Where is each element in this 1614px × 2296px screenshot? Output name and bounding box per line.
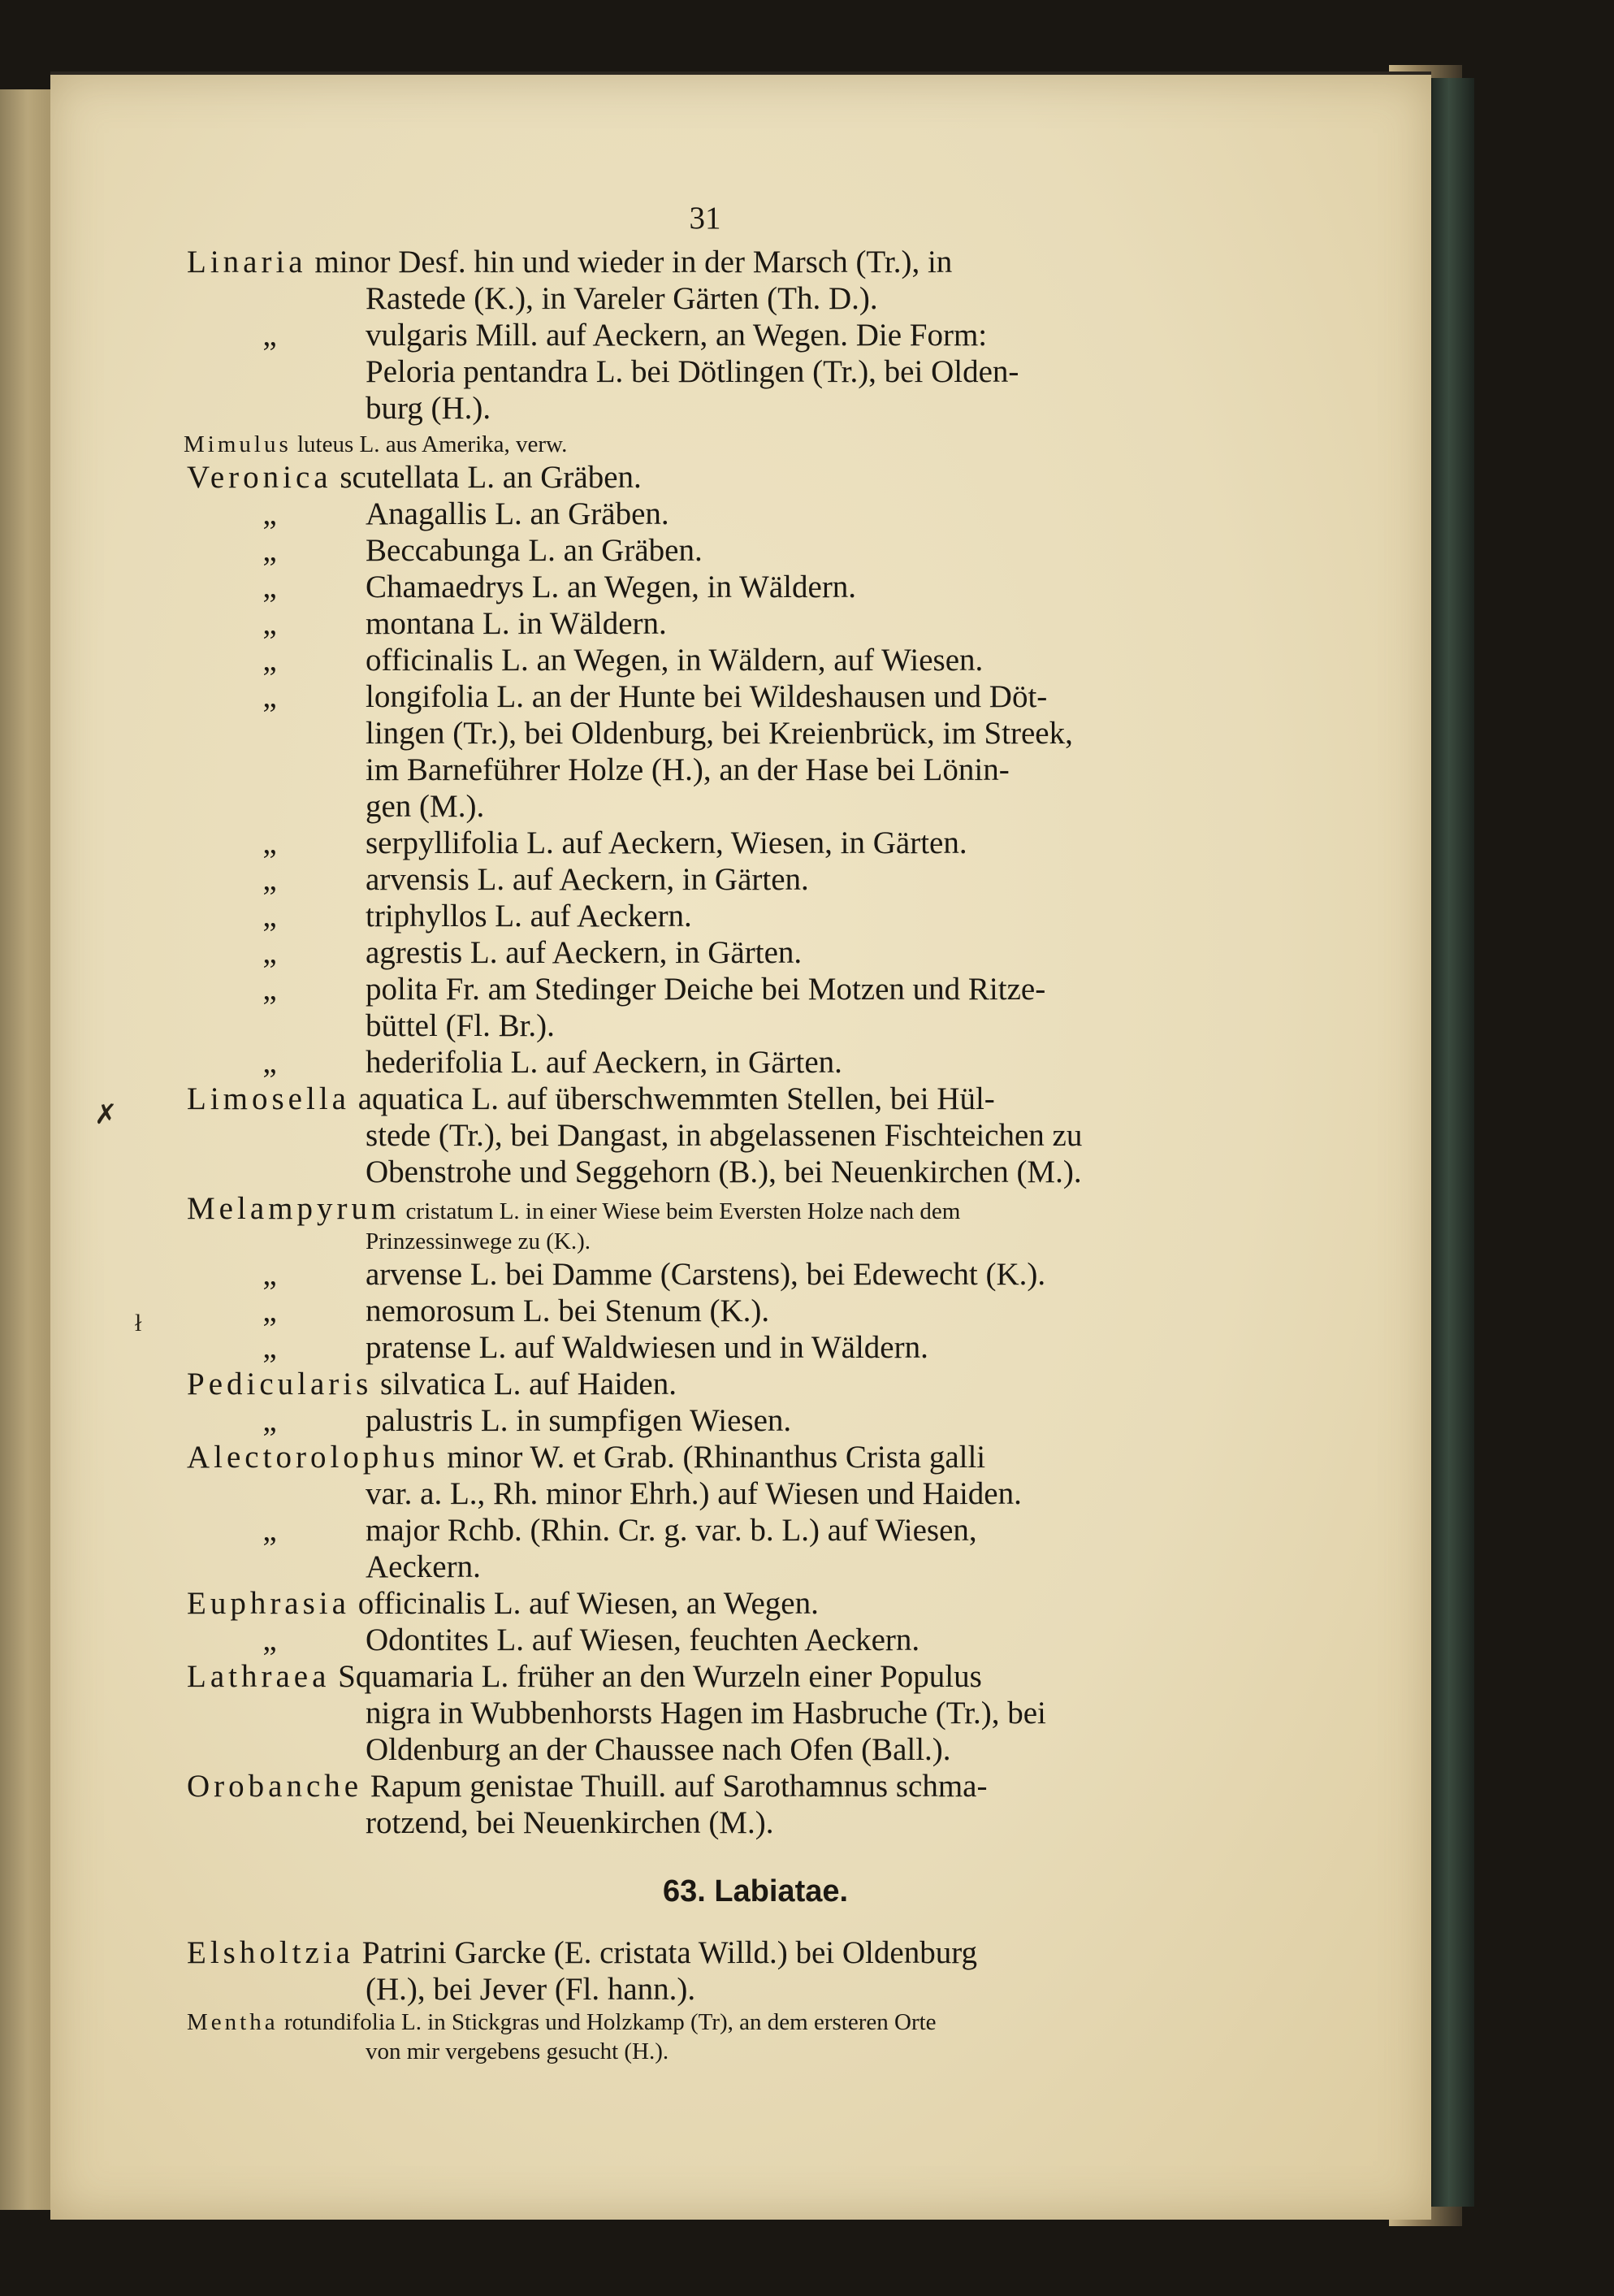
- entry-text: scutellata L. an Gräben.: [331, 460, 642, 495]
- entry-text: palustris L. in sumpfigen Wiesen.: [366, 1403, 792, 1438]
- entry-continuation: büttel (Fl. Br.).: [366, 1008, 555, 1043]
- ditto-mark: „: [262, 496, 277, 531]
- entry-text: Patrini Garcke (E. cristata Willd.) bei Oldenburg: [353, 1935, 977, 1970]
- species-line: [187, 825, 1235, 861]
- page-text: [184, 244, 1235, 2066]
- entry-continuation: Oldenburg an der Chaussee nach Ofen (Ball.).: [366, 1732, 951, 1767]
- ditto-mark: „: [262, 318, 277, 353]
- species-line: [187, 898, 1235, 934]
- entry-text: Squamaria L. früher an den Wurzeln einer Populus: [330, 1659, 982, 1694]
- ditto-mark: „: [262, 1330, 277, 1365]
- species-line: [187, 1256, 1235, 1293]
- entry-text: pratense L. auf Waldwiesen und in Wäldern.: [366, 1330, 928, 1365]
- entry-text: longifolia L. an der Hunte bei Wildeshausen und Döt-: [366, 679, 1048, 714]
- species-line: [187, 1512, 1235, 1549]
- entry-melampyrum: [187, 1190, 1235, 1227]
- entry-continuation: (H.), bei Jever (Fl. hann.).: [366, 1972, 696, 2007]
- pencil-mark-tick: ł: [135, 1310, 142, 1336]
- genus-name: Linaria: [187, 245, 307, 279]
- entry-continuation: gen (M.).: [366, 789, 485, 824]
- entry-text: arvense L. bei Damme (Carstens), bei Edewecht (K.).: [366, 1257, 1046, 1292]
- previous-page-edge: [0, 89, 52, 2210]
- ditto-mark: „: [262, 1622, 277, 1657]
- entry-mentha: [187, 2008, 1235, 2037]
- entry-continuation: var. a. L., Rh. minor Ehrh.) auf Wiesen und Haiden.: [366, 1476, 1022, 1511]
- euphrasia-species-list: [187, 1622, 1235, 1658]
- entry-text: silvatica L. auf Haiden.: [372, 1367, 677, 1401]
- entry-text: triphyllos L. auf Aeckern.: [366, 899, 692, 934]
- species-line: [187, 1622, 1235, 1658]
- ditto-mark: „: [262, 1293, 277, 1328]
- entry-lathraea: [187, 1658, 1235, 1695]
- entry-text: aquatica L. auf überschwemmten Stellen, bei Hül-: [349, 1081, 995, 1116]
- species-line: [187, 569, 1235, 605]
- entry-continuation: nigra in Wubbenhorsts Hagen im Hasbruche (Tr.), bei: [366, 1696, 1046, 1731]
- entry-text: cristatum L. in einer Wiese beim Eversten Holze nach dem: [400, 1198, 961, 1224]
- ditto-mark: „: [262, 972, 277, 1007]
- species-line: [187, 1044, 1235, 1081]
- entry-continuation: Obenstrohe und Seggehorn (B.), bei Neuenkirchen (M.).: [366, 1154, 1082, 1189]
- entry-text: minor Desf. hin und wieder in der Marsch (Tr.), in: [306, 245, 953, 279]
- ditto-mark: „: [262, 533, 277, 568]
- page-number: 31: [689, 201, 721, 236]
- genus-name: Limosella: [187, 1081, 350, 1116]
- genus-name: Mentha: [187, 2009, 279, 2035]
- ditto-mark: „: [262, 1513, 277, 1548]
- melampyrum-species-list: [187, 1256, 1235, 1366]
- ditto-mark: „: [262, 825, 277, 860]
- section-heading: 63. Labiatae.: [662, 1874, 849, 1908]
- entry-text: hederifolia L. auf Aeckern, in Gärten.: [366, 1045, 842, 1080]
- genus-name: Veronica: [187, 460, 332, 495]
- entry-text: officinalis L. an Wegen, in Wäldern, auf Wiesen.: [366, 643, 984, 678]
- entry-text: rotundifolia L. in Stickgras und Holzkamp (Tr), an dem ersteren Orte: [278, 2009, 937, 2035]
- entry-text: Odontites L. auf Wiesen, feuchten Aeckern.: [366, 1622, 920, 1657]
- entry-text: nemorosum L. bei Stenum (K.).: [366, 1293, 770, 1328]
- ditto-mark: „: [262, 1045, 277, 1080]
- entry-text: arvensis L. auf Aeckern, in Gärten.: [366, 862, 809, 897]
- genus-name: Lathraea: [187, 1659, 331, 1694]
- entry-linaria: [187, 244, 1235, 280]
- veronica-species-list: [187, 496, 1235, 1081]
- entry-continuation: rotzend, bei Neuenkirchen (M.).: [366, 1805, 774, 1840]
- entry-text: Anagallis L. an Gräben.: [366, 496, 669, 531]
- species-line: [187, 532, 1235, 569]
- entry-continuation: im Barneführer Holze (H.), an der Hase bei Lönin-: [366, 752, 1010, 787]
- entry-continuation: Rastede (K.), in Vareler Gärten (Th. D.).: [366, 281, 878, 316]
- ditto-mark: „: [262, 1257, 277, 1292]
- species-line: [187, 971, 1235, 1007]
- genus-name: Euphrasia: [187, 1586, 350, 1621]
- species-line: [187, 605, 1235, 642]
- entry-alectorolophus: [187, 1439, 1235, 1475]
- pencil-mark-x: ✗: [94, 1100, 118, 1130]
- entry-continuation: von mir vergebens gesucht (H.).: [366, 2038, 669, 2064]
- entry-continuation: stede (Tr.), bei Dangast, in abgelassenen Fischteichen zu: [366, 1118, 1083, 1153]
- genus-name: Melampyrum: [187, 1191, 400, 1226]
- genus-name: Elsholtzia: [187, 1935, 354, 1970]
- ditto-mark: „: [262, 570, 277, 604]
- ditto-mark: „: [262, 679, 277, 714]
- species-line: [187, 678, 1235, 715]
- pedicularis-species-list: [187, 1402, 1235, 1439]
- entry-euphrasia: [187, 1585, 1235, 1622]
- entry-text: montana L. in Wäldern.: [366, 606, 667, 641]
- species-line: [187, 861, 1235, 898]
- entry-text: minor W. et Grab. (Rhinanthus Crista galli: [439, 1440, 986, 1475]
- entry-continuation: burg (H.).: [366, 391, 491, 426]
- ditto-mark: „: [262, 862, 277, 897]
- species-line: [187, 1402, 1235, 1439]
- entry-text: polita Fr. am Stedinger Deiche bei Motzen und Ritze-: [366, 972, 1046, 1007]
- entry-continuation: Aeckern.: [366, 1549, 481, 1584]
- book-cover-board: [1430, 78, 1474, 2207]
- species-line: [187, 1293, 1235, 1329]
- species-line: [187, 1329, 1235, 1366]
- entry-text: Chamaedrys L. an Wegen, in Wäldern.: [366, 570, 857, 604]
- entry-text: officinalis L. auf Wiesen, an Wegen.: [349, 1586, 819, 1621]
- genus-name: Orobanche: [187, 1769, 363, 1804]
- entry-pedicularis: [187, 1366, 1235, 1402]
- species-line: [187, 317, 1235, 353]
- entry-elsholtzia: [187, 1934, 1235, 1971]
- alectorolophus-species-list: [187, 1512, 1235, 1585]
- entry-orobanche: [187, 1768, 1235, 1804]
- entry-text: Beccabunga L. an Gräben.: [366, 533, 703, 568]
- entry-veronica: [187, 459, 1235, 496]
- entry-limosella: [187, 1081, 1235, 1117]
- ditto-mark: „: [262, 935, 277, 970]
- genus-name: Pedicularis: [187, 1367, 373, 1401]
- genus-name: Mimulus: [184, 431, 292, 457]
- ditto-mark: „: [262, 1403, 277, 1438]
- entry-continuation: lingen (Tr.), bei Oldenburg, bei Kreienbrück, im Streek,: [366, 716, 1073, 751]
- entry-text: serpyllifolia L. auf Aeckern, Wiesen, in Gärten.: [366, 825, 967, 860]
- entry-text: luteus L. aus Amerika, verw.: [291, 431, 568, 457]
- ditto-mark: „: [262, 899, 277, 934]
- entry-text: agrestis L. auf Aeckern, in Gärten.: [366, 935, 803, 970]
- ditto-mark: „: [262, 643, 277, 678]
- entry-continuation: Prinzessinwege zu (K.).: [366, 1228, 591, 1254]
- entry-text: major Rchb. (Rhin. Cr. g. var. b. L.) auf Wiesen,: [366, 1513, 977, 1548]
- genus-name: Alectorolophus: [187, 1440, 439, 1475]
- species-line: [187, 496, 1235, 532]
- entry-continuation: Peloria pentandra L. bei Dötlingen (Tr.), bei Olden-: [366, 354, 1019, 389]
- ditto-mark: „: [262, 606, 277, 641]
- species-line: [187, 642, 1235, 678]
- species-line: [187, 934, 1235, 971]
- entry-mimulus: [184, 430, 1235, 459]
- entry-text: Rapum genistae Thuill. auf Sarothamnus schma-: [362, 1769, 988, 1804]
- entry-text: vulgaris Mill. auf Aeckern, an Wegen. Die Form:: [366, 318, 988, 353]
